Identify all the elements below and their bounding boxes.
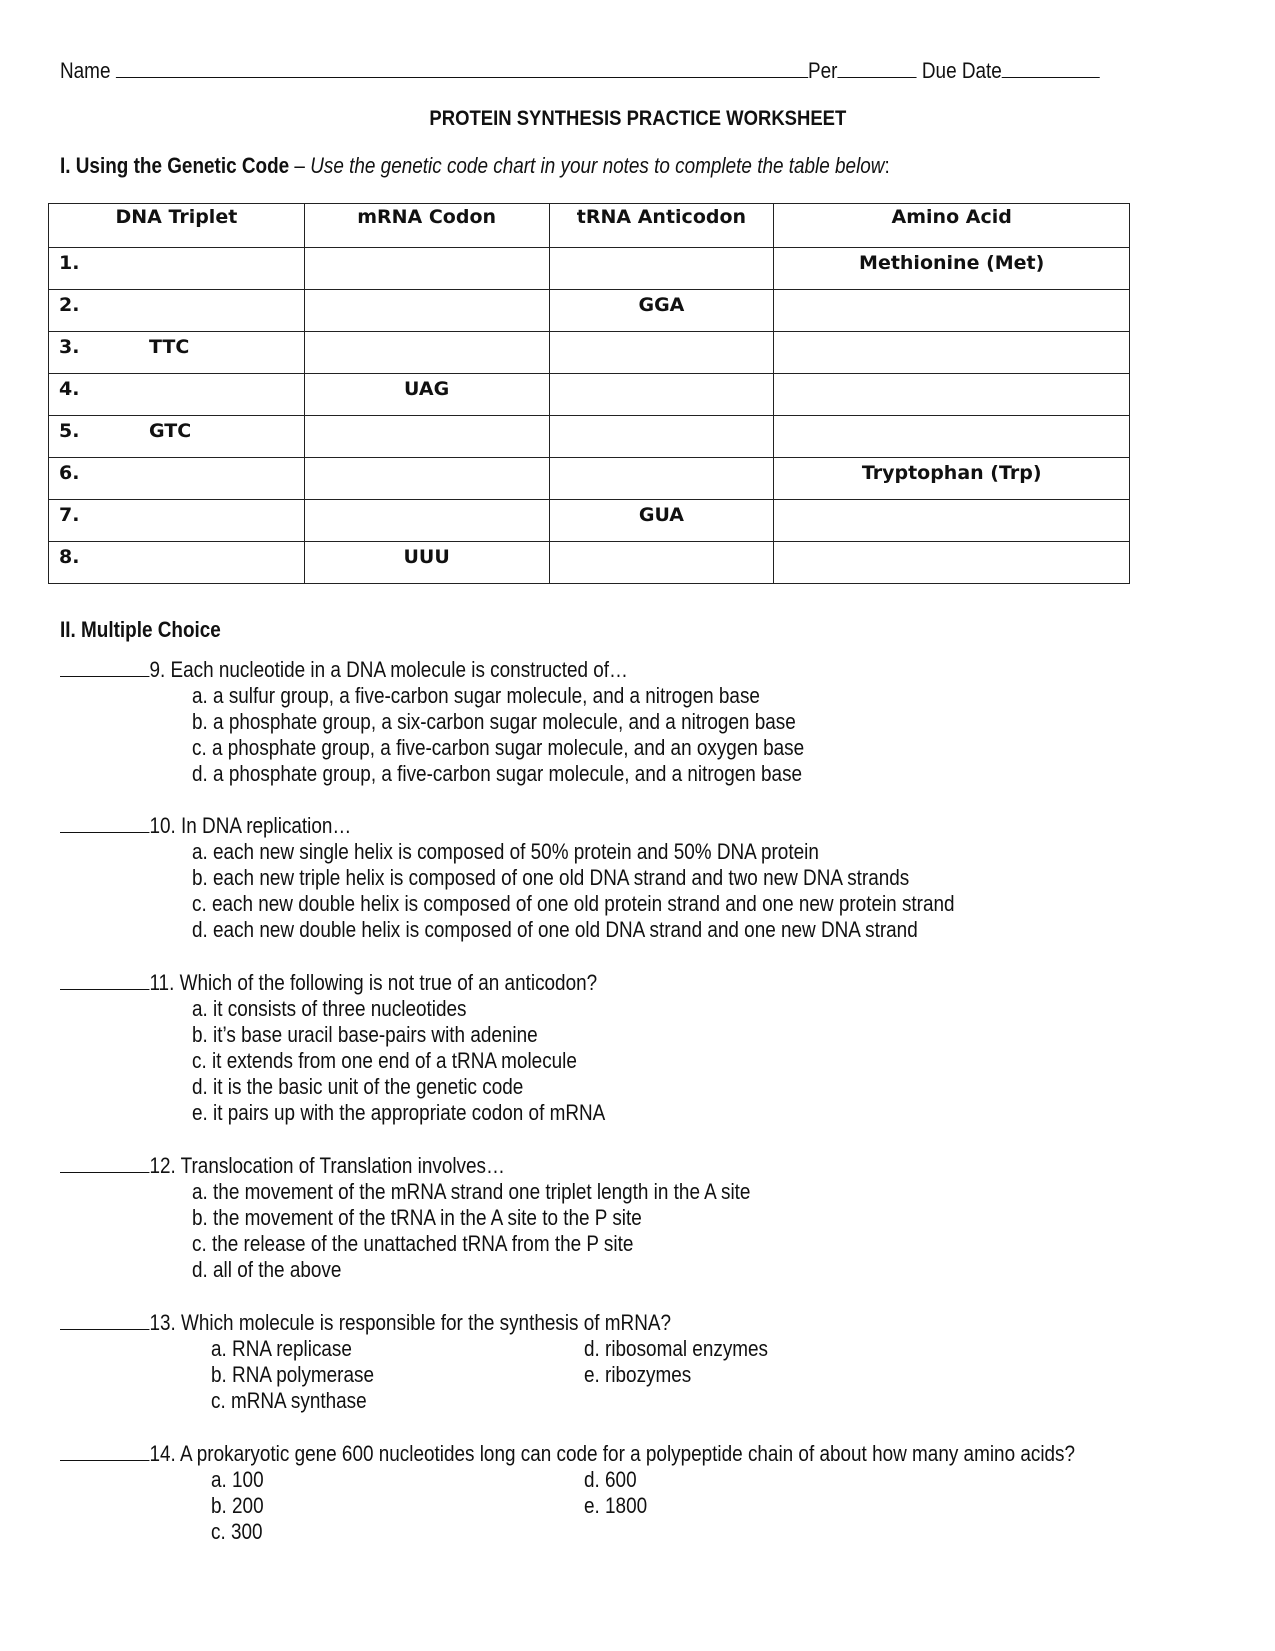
option-c: c. 300 (211, 1519, 263, 1544)
row-number: 1. (59, 252, 80, 274)
option-b: b. RNA polymerase (211, 1362, 374, 1387)
option-d: d. all of the above (192, 1257, 342, 1282)
section1-title: I. Using the Genetic Code (60, 153, 290, 178)
question-stem: 11. Which of the following is not true of an anticodon? (149, 970, 598, 995)
amino-acid-cell[interactable] (774, 332, 1130, 374)
amino-acid-cell[interactable] (774, 500, 1130, 542)
option-d: d. 600 (584, 1467, 637, 1492)
option-e: e. it pairs up with the appropriate codon of mRNA (192, 1100, 606, 1125)
option-d: d. each new double helix is composed of one old DNA strand and one new DNA strand (192, 917, 918, 942)
question-13 (60, 1310, 671, 1336)
header-line (60, 58, 1100, 84)
option-a: a. RNA replicase (211, 1336, 352, 1361)
column-header-dna: DNA Triplet (49, 204, 305, 248)
question-12 (60, 1153, 505, 1179)
mrna-codon-cell[interactable] (304, 542, 549, 584)
amino-acid-cell-value: Tryptophan (Trp) (861, 462, 1042, 484)
section1-heading (60, 153, 890, 179)
dna-triplet-cell[interactable] (49, 374, 305, 416)
dna-triplet-cell-value: GTC (149, 420, 192, 442)
table-row (49, 332, 1130, 374)
dna-triplet-cell-value: TTC (149, 336, 190, 358)
dna-triplet-cell[interactable] (49, 248, 305, 290)
row-number: 3. (59, 336, 80, 358)
answer-blank[interactable] (60, 970, 149, 990)
option-d: d. it is the basic unit of the genetic code (192, 1074, 524, 1099)
due-date-field[interactable] (1002, 77, 1100, 78)
trna-anticodon-cell[interactable] (549, 416, 774, 458)
question-11 (60, 970, 597, 996)
trna-anticodon-cell[interactable] (549, 374, 774, 416)
option-b: b. it’s base uracil base-pairs with adenine (192, 1022, 538, 1047)
option-b: b. a phosphate group, a six-carbon sugar molecule, and a nitrogen base (192, 709, 796, 734)
option-e: e. ribozymes (584, 1362, 692, 1387)
column-header-amino: Amino Acid (774, 204, 1130, 248)
amino-acid-cell-value: Methionine (Met) (859, 252, 1045, 274)
option-a: a. a sulfur group, a five-carbon sugar molecule, and a nitrogen base (192, 683, 760, 708)
name-field[interactable] (116, 77, 808, 78)
dna-triplet-cell[interactable] (49, 500, 305, 542)
dna-triplet-cell[interactable] (49, 416, 305, 458)
mrna-codon-cell[interactable] (304, 374, 549, 416)
row-number: 8. (59, 546, 80, 568)
column-header-trna: tRNA Anticodon (549, 204, 774, 248)
trna-anticodon-cell[interactable] (549, 500, 774, 542)
table-row (49, 542, 1130, 584)
mrna-codon-cell[interactable] (304, 248, 549, 290)
name-label: Name (60, 58, 111, 83)
table-row (49, 374, 1130, 416)
trna-anticodon-cell[interactable] (549, 248, 774, 290)
option-b: b. 200 (211, 1493, 264, 1518)
row-number: 6. (59, 462, 80, 484)
section1-colon: : (884, 153, 890, 178)
mrna-codon-cell[interactable] (304, 416, 549, 458)
option-a: a. each new single helix is composed of 50% protein and 50% DNA protein (192, 839, 819, 864)
option-a: a. 100 (211, 1467, 264, 1492)
dna-triplet-cell[interactable] (49, 458, 305, 500)
trna-anticodon-cell[interactable] (549, 542, 774, 584)
genetic-code-table (48, 203, 1130, 584)
trna-anticodon-cell[interactable] (549, 332, 774, 374)
section1-instruction: Use the genetic code chart in your notes to complete the table below (310, 153, 885, 178)
question-stem: 12. Translocation of Translation involves… (149, 1153, 505, 1178)
answer-blank[interactable] (60, 813, 149, 833)
option-d: d. a phosphate group, a five-carbon sugar molecule, and a nitrogen base (192, 761, 803, 786)
trna-anticodon-cell-value: GGA (638, 294, 685, 316)
table-row (49, 416, 1130, 458)
option-d: d. ribosomal enzymes (584, 1336, 769, 1361)
option-c: c. a phosphate group, a five-carbon sugar molecule, and an oxygen base (192, 735, 805, 760)
answer-blank[interactable] (60, 1153, 149, 1173)
option-a: a. it consists of three nucleotides (192, 996, 467, 1021)
amino-acid-cell[interactable] (774, 416, 1130, 458)
question-stem: 10. In DNA replication… (149, 813, 352, 838)
row-number: 2. (59, 294, 80, 316)
mrna-codon-cell[interactable] (304, 290, 549, 332)
due-date-label: Due Date (921, 58, 1002, 83)
trna-anticodon-cell-value: GUA (638, 504, 685, 526)
mrna-codon-cell-value: UUU (403, 546, 450, 568)
amino-acid-cell[interactable] (774, 290, 1130, 332)
option-c: c. each new double helix is composed of one old protein strand and one new protein strand (192, 891, 955, 916)
row-number: 5. (59, 420, 80, 442)
column-header-mrna: mRNA Codon (304, 204, 549, 248)
row-number: 4. (59, 378, 80, 400)
table-row (49, 458, 1130, 500)
answer-blank[interactable] (60, 1310, 149, 1330)
question-9 (60, 657, 628, 683)
dna-triplet-cell[interactable] (49, 542, 305, 584)
section1-dash: – (289, 153, 311, 178)
dna-triplet-cell[interactable] (49, 290, 305, 332)
question-14 (60, 1441, 1075, 1467)
per-field[interactable] (837, 77, 916, 78)
mrna-codon-cell[interactable] (304, 332, 549, 374)
amino-acid-cell[interactable] (774, 542, 1130, 584)
option-c: c. it extends from one end of a tRNA molecule (192, 1048, 577, 1073)
trna-anticodon-cell[interactable] (549, 290, 774, 332)
amino-acid-cell[interactable] (774, 458, 1130, 500)
question-stem: 9. Each nucleotide in a DNA molecule is constructed of… (149, 657, 628, 682)
option-a: a. the movement of the mRNA strand one triplet length in the A site (192, 1179, 751, 1204)
option-e: e. 1800 (584, 1493, 648, 1518)
trna-anticodon-cell[interactable] (549, 458, 774, 500)
per-label: Per (808, 58, 838, 83)
option-c: c. the release of the unattached tRNA from the P site (192, 1231, 634, 1256)
dna-triplet-cell[interactable] (49, 332, 305, 374)
table-row (49, 248, 1130, 290)
option-c: c. mRNA synthase (211, 1388, 367, 1413)
question-10 (60, 813, 351, 839)
row-number: 7. (59, 504, 80, 526)
answer-blank[interactable] (60, 657, 149, 677)
question-stem: 13. Which molecule is responsible for the synthesis of mRNA? (149, 1310, 672, 1335)
mrna-codon-cell[interactable] (304, 458, 549, 500)
answer-blank[interactable] (60, 1441, 149, 1461)
option-b: b. each new triple helix is composed of one old DNA strand and two new DNA strands (192, 865, 910, 890)
section2-heading: II. Multiple Choice (60, 617, 221, 642)
amino-acid-cell[interactable] (774, 374, 1130, 416)
table-row (49, 290, 1130, 332)
page-title: PROTEIN SYNTHESIS PRACTICE WORKSHEET (429, 107, 846, 130)
amino-acid-cell[interactable] (774, 248, 1130, 290)
mrna-codon-cell[interactable] (304, 500, 549, 542)
table-header-row (49, 204, 1130, 248)
option-b: b. the movement of the tRNA in the A site to the P site (192, 1205, 642, 1230)
question-stem: 14. A prokaryotic gene 600 nucleotides long can code for a polypeptide chain of about how many amino acids? (149, 1441, 1076, 1466)
mrna-codon-cell-value: UAG (404, 378, 450, 400)
table-row (49, 500, 1130, 542)
